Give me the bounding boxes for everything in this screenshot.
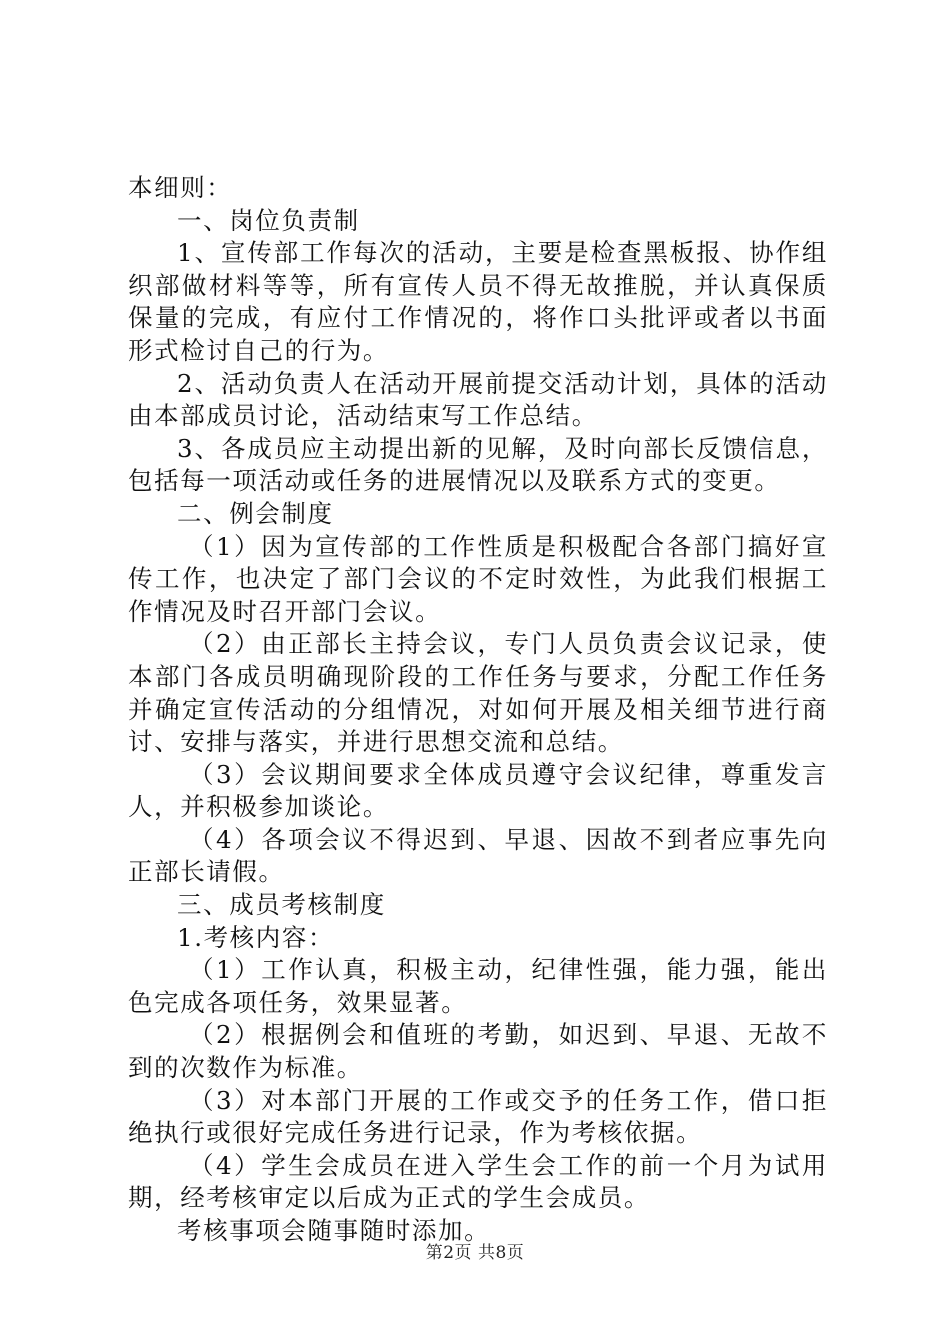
paragraph-2-2: （2）由正部长主持会议，专门人员负责会议记录，使本部门各成员明确现阶段的工作任务与要求，分配工作任务并确定宣传活动的分组情况，对如何开展及相关细节进行商讨、安排与落实，并进行思想交流和总结。 [128, 629, 828, 757]
paragraph-closing: 考核事项会随事随时添加。 [177, 1216, 491, 1245]
section-heading-1: 一、岗位负责制 [177, 205, 360, 235]
paragraph-2-1: （1）因为宣传部的工作性质是积极配合各部门搞好宣传工作，也决定了部门会议的不定时效性，为此我们根据工作情况及时召开部门会议。 [128, 531, 828, 626]
page-footer: 第2页 共8页 [425, 1243, 525, 1263]
paragraph-2-4: （4）各项会议不得迟到、早退、因故不到者应事先向正部长请假。 [128, 824, 828, 887]
paragraph-3-4: （4）学生会成员在进入学生会工作的前一个月为试用期，经考核审定以后成为正式的学生会成员。 [128, 1150, 828, 1213]
paragraph-2-3: （3）会议期间要求全体成员遵守会议纪律，尊重发言人，并积极参加谈论。 [128, 759, 828, 822]
section-heading-2: 二、例会制度 [177, 498, 334, 528]
paragraph-3-1: （1）工作认真，积极主动，纪律性强，能力强，能出色完成各项任务，效果显著。 [128, 955, 828, 1017]
paragraph-1-3: 3、各成员应主动提出新的见解，及时向部长反馈信息，包括每一项活动或任务的进展情况以及联系方式的变更。 [128, 433, 828, 496]
document-body [128, 172, 828, 1248]
paragraph-1-1: 1、宣传部工作每次的活动，主要是检查黑板报、协作组织部做材料等等，所有宣传人员不得无故推脱，并认真保质保量的完成，有应付工作情况的，将作口头批评或者以书面形式检讨自己的行为。 [128, 238, 828, 365]
paragraph-3-3: （3）对本部门开展的工作或交予的任务工作，借口拒绝执行或很好完成任务进行记录，作为考核依据。 [128, 1085, 828, 1148]
section-heading-3: 三、成员考核制度 [177, 890, 386, 920]
paragraph-3-2: （2）根据例会和值班的考勤，如迟到、早退、无故不到的次数作为标准。 [128, 1020, 828, 1083]
paragraph-1-2: 2、活动负责人在活动开展前提交活动计划，具体的活动由本部成员讨论，活动结束写工作总结。 [128, 368, 828, 431]
subsection-heading-3-1: 1.考核内容： [177, 922, 335, 952]
paragraph-intro: 本细则： [128, 173, 233, 202]
